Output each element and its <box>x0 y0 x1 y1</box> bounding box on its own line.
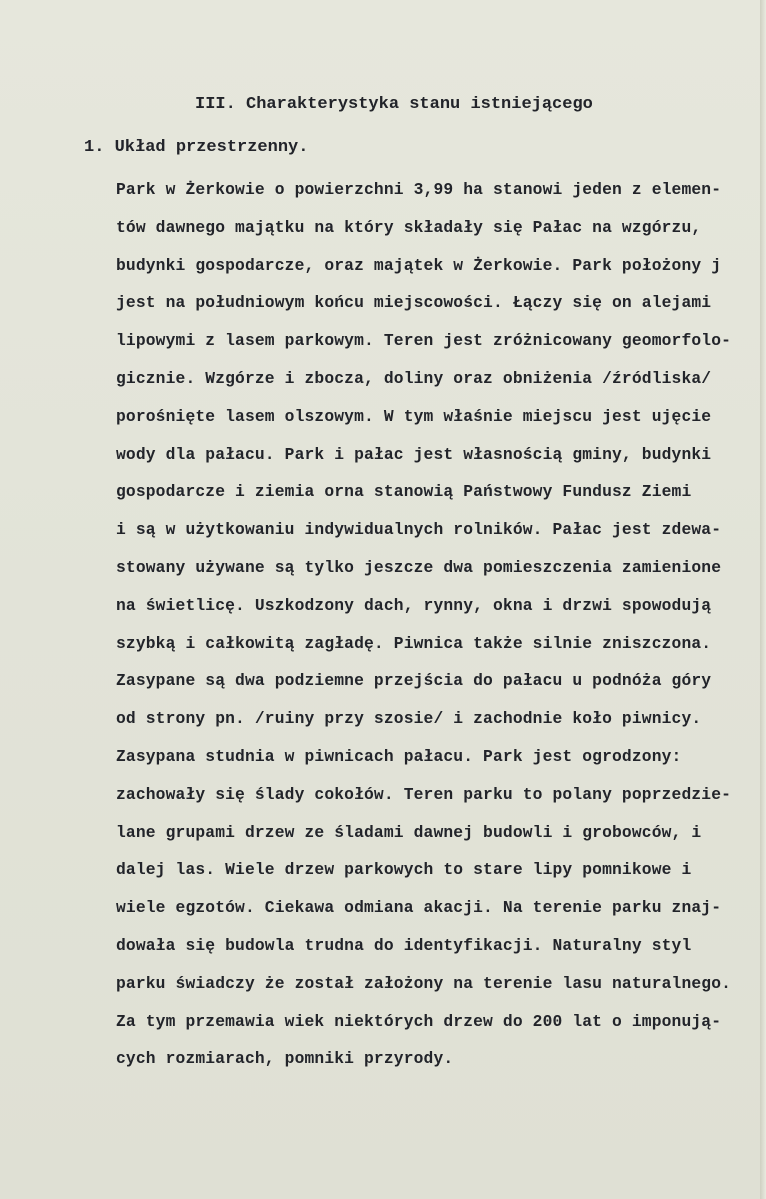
text-line: Zasypana studnia w piwnicach pałacu. Park jest ogrodzony: <box>116 746 682 766</box>
text-line: budynki gospodarcze, oraz majątek w Żerkowie. Park położony j <box>116 255 722 275</box>
text-line: Park w Żerkowie o powierzchni 3,99 ha stanowi jeden z elemen- <box>116 180 722 199</box>
text-line: lane grupami drzew ze śladami dawnej budowli i grobowców, i <box>116 822 702 842</box>
text-line: na świetlicę. Uszkodzony dach, rynny, okna i drzwi spowodują <box>116 595 712 615</box>
text-line: od strony pn. /ruiny przy szosie/ i zachodnie koło piwnicy. <box>116 709 702 729</box>
text-line: parku świadczy że został założony na terenie lasu naturalnego. <box>116 973 732 993</box>
text-line: gospodarcze i ziemia orna stanowią Państwowy Fundusz Ziemi <box>116 482 692 502</box>
text-line: gicznie. Wzgórze i zbocza, doliny oraz obniżenia /źródliska/ <box>116 368 712 388</box>
document-heading: III. Charakterystyka stanu istniejącego <box>195 95 593 114</box>
text-line: cych rozmiarach, pomniki przyrody. <box>116 1049 454 1069</box>
text-line: stowany używane są tylko jeszcze dwa pomieszczenia zamienione <box>116 557 722 577</box>
text-line: wiele egzotów. Ciekawa odmiana akacji. Na terenie parku znaj- <box>116 898 722 918</box>
text-line: Zasypane są dwa podziemne przejścia do pałacu u podnóża góry <box>116 671 712 691</box>
section-title: 1. Układ przestrzenny. <box>84 138 309 157</box>
text-line: lipowymi z lasem parkowym. Teren jest zróżnicowany geomorfolo- <box>116 331 732 351</box>
text-line: wody dla pałacu. Park i pałac jest własnością gminy, budynki <box>116 444 712 464</box>
text-line: Za tym przemawia wiek niektórych drzew do 200 lat o imponują- <box>116 1011 722 1031</box>
text-line: jest na południowym końcu miejscowości. Łączy się on alejami <box>116 293 712 313</box>
body-text <box>116 180 766 1087</box>
text-line: szybką i całkowitą zagładę. Piwnica także silnie zniszczona. <box>116 633 712 653</box>
text-line: dalej las. Wiele drzew parkowych to stare lipy pomnikowe i <box>116 860 692 880</box>
text-line: tów dawnego majątku na który składały się Pałac na wzgórzu, <box>116 217 702 237</box>
text-line: zachowały się ślady cokołów. Teren parku to polany poprzedzie- <box>116 784 732 804</box>
text-line: porośnięte lasem olszowym. W tym właśnie miejscu jest ujęcie <box>116 406 712 426</box>
page-edge <box>760 0 766 1199</box>
text-line: i są w użytkowaniu indywidualnych rolników. Pałac jest zdewa- <box>116 520 722 540</box>
text-line: dowała się budowla trudna do identyfikacji. Naturalny styl <box>116 935 692 955</box>
